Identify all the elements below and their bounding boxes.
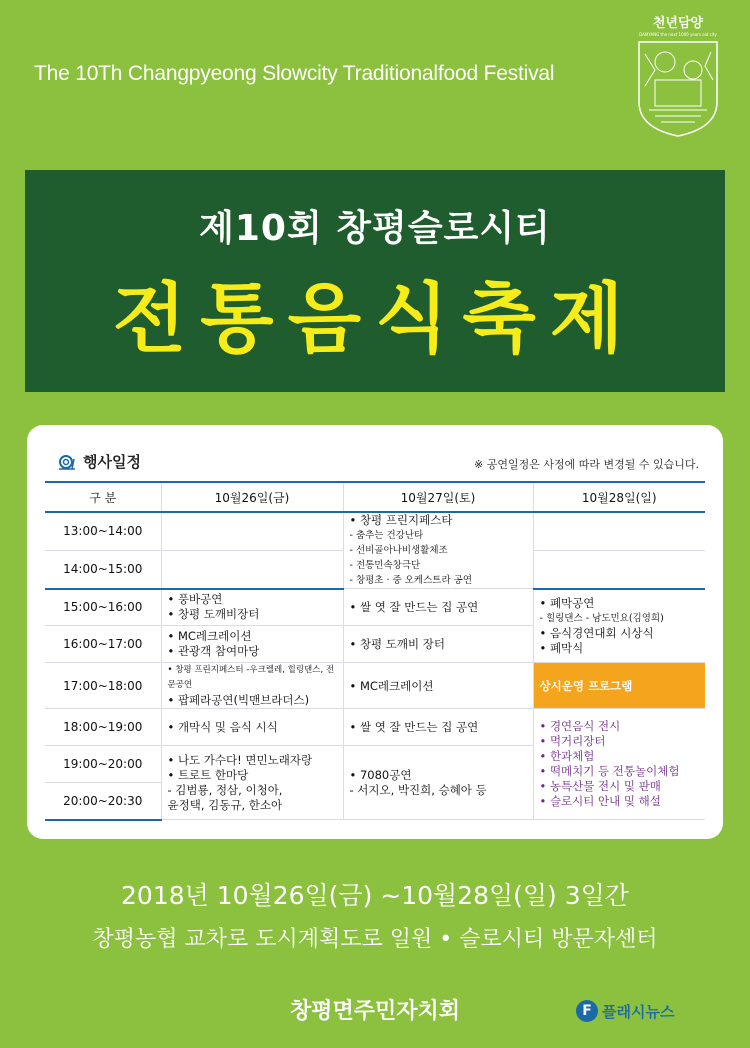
event-line: - 전통민속창극단 xyxy=(349,560,421,571)
banner-subtitle: 제10회 창평슬로시티 xyxy=(199,208,551,249)
time-cell: 19:00~20:00 xyxy=(45,746,161,783)
time-cell: 13:00~14:00 xyxy=(45,512,161,550)
time-cell: 15:00~16:00 xyxy=(45,589,161,626)
event-line: • 트로트 한마당 xyxy=(167,767,249,782)
event-line: • 폐막식 xyxy=(539,640,584,655)
festival-date: 2018년 10월26일(금) ~10월28일(일) 3일간 xyxy=(121,881,629,910)
title-banner xyxy=(25,170,725,392)
table-header-row xyxy=(45,482,705,512)
table-row xyxy=(45,512,705,550)
program-item: • 슬로시티 안내 및 해설 xyxy=(539,794,661,808)
time-cell: 17:00~18:00 xyxy=(45,663,161,709)
day2-cell xyxy=(343,746,533,820)
day2-cell: • 창평 도깨비 장터 xyxy=(343,626,533,663)
event-line: • 창평 도깨비장터 xyxy=(167,607,260,622)
event-line: • 7080공연 xyxy=(349,767,412,782)
program-list xyxy=(533,709,705,820)
day1-cell xyxy=(161,512,343,550)
event-line: • MC레크레이션 xyxy=(167,629,252,643)
program-item: • 경연음식 전시 xyxy=(539,719,621,733)
badge-subtitle: DAMYANG the next 1000 years old city xyxy=(639,32,717,37)
program-item: • 한과체험 xyxy=(539,749,595,763)
day2-cell xyxy=(343,512,533,589)
schedule-heading-label: 행사일정 xyxy=(83,453,141,471)
english-title: The 10Th Changpyeong Slowcity Traditionalfood Festival xyxy=(34,62,555,85)
event-line: • 음식경연대회 시상식 xyxy=(539,625,654,640)
event-line: • 나도 가수다! 면민노래자랑 xyxy=(167,752,313,767)
flashnews-logo xyxy=(576,1000,674,1022)
snail-icon xyxy=(57,452,77,472)
day2-cell: • MC레크레이션 xyxy=(343,663,533,709)
event-line: • 팝페라공연(빅맨브라더스) xyxy=(167,693,310,707)
event-line: - 김범룡, 정삼, 이청아, xyxy=(167,782,283,797)
table-row xyxy=(45,663,705,709)
event-line: - 창평초 · 중 오케스트라 공연 xyxy=(349,575,472,586)
day1-cell: • 개막식 및 음식 시식 xyxy=(161,709,343,746)
day1-cell xyxy=(161,626,343,663)
column-header: 10월26일(금) xyxy=(161,482,343,512)
event-line: • 풍바공연 xyxy=(167,592,223,607)
event-line: • 관광객 참여마당 xyxy=(167,644,260,658)
event-line: 윤정택, 김동규, 한소아 xyxy=(167,797,283,812)
event-line: - 서지오, 박진희, 승혜아 등 xyxy=(349,782,487,797)
event-line: • 창평 프린지페스터 -우크렐레, 힐링댄스, 전문공연 xyxy=(167,665,335,690)
festival-place: 창평농협 교차로 도시계획도로 일원 • 슬로시티 방문자센터 xyxy=(92,927,658,952)
time-cell: 16:00~17:00 xyxy=(45,626,161,663)
day1-cell xyxy=(161,746,343,820)
column-header: 10월28일(일) xyxy=(533,482,705,512)
event-line: - 춤추는 건강난타 xyxy=(349,530,424,541)
time-cell: 18:00~19:00 xyxy=(45,709,161,746)
banner-title: 전통음식축제 xyxy=(112,274,638,363)
event-line: • 폐막공연 xyxy=(539,595,595,610)
table-row xyxy=(45,709,705,746)
column-header: 구 분 xyxy=(45,482,161,512)
damyang-badge xyxy=(635,12,721,138)
day1-cell xyxy=(161,589,343,626)
event-line: - 선비골아나비생활체조 xyxy=(349,545,448,556)
schedule-card xyxy=(27,425,723,839)
day3-cell xyxy=(533,550,705,588)
table-row xyxy=(45,589,705,626)
schedule-heading xyxy=(57,451,141,472)
flashnews-logo-icon: F xyxy=(576,1000,598,1022)
flashnews-logo-text: 플래시뉴스 xyxy=(602,1002,675,1021)
event-line: • 창평 프린지페스타 xyxy=(349,513,453,527)
day1-cell xyxy=(161,663,343,709)
day2-cell: • 쌀 엿 잘 만드는 집 공연 xyxy=(343,589,533,626)
program-header: 상시운영 프로그램 xyxy=(533,663,705,709)
schedule-note: ※ 공연일정은 사정에 따라 변경될 수 있습니다. xyxy=(474,458,699,471)
day3-cell xyxy=(533,512,705,550)
program-item: • 농특산물 전시 및 판매 xyxy=(539,779,661,793)
day2-cell: • 쌀 엿 잘 만드는 집 공연 xyxy=(343,709,533,746)
badge-title: 천년담양 xyxy=(652,16,704,31)
event-line: - 힐링댄스 - 남도민요(김영희) xyxy=(539,612,664,624)
schedule-table xyxy=(45,481,705,821)
day1-cell xyxy=(161,550,343,588)
column-header: 10월27일(토) xyxy=(343,482,533,512)
organizer: 창평면주민자치회 xyxy=(289,999,461,1024)
time-cell: 14:00~15:00 xyxy=(45,550,161,588)
program-item: • 떡메치기 등 전통놀이체험 xyxy=(539,764,680,778)
time-cell: 20:00~20:30 xyxy=(45,783,161,820)
day3-cell xyxy=(533,589,705,663)
program-item: • 먹거리장터 xyxy=(539,734,606,748)
damyang-emblem-icon xyxy=(635,40,721,138)
